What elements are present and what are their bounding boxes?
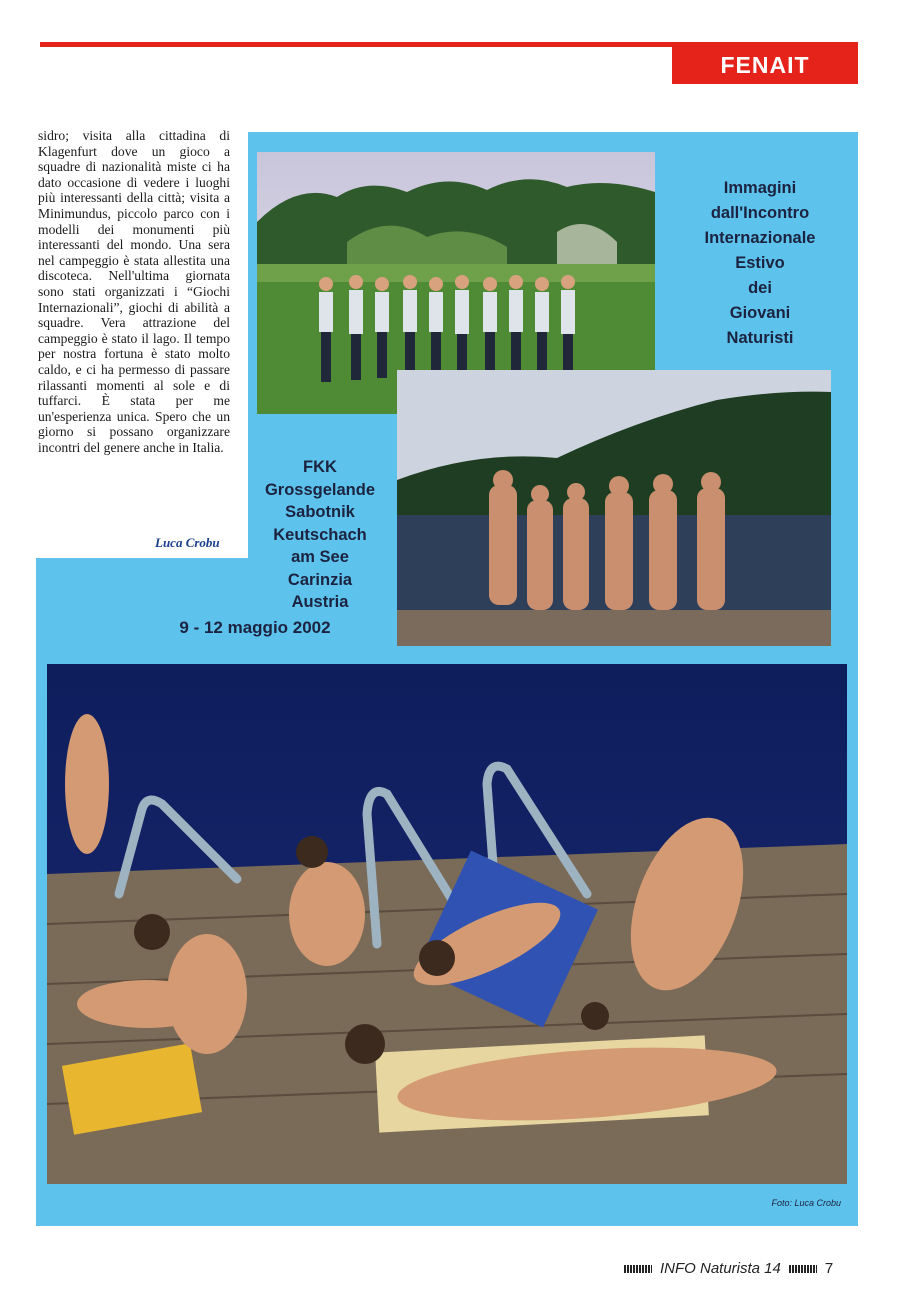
caption-location: FKK Grossgelande Sabotnik Keutschach am See Carinzia Austria <box>264 458 376 611</box>
publication-logo-icon <box>624 1265 652 1273</box>
publication-name: INFO Naturista 14 <box>660 1260 781 1277</box>
article-text: sidro; visita alla cittadina di Klagenfurt dove un gioco a squadre di nazionalità miste ci ha dato occasione di vedere i luoghi più interessanti della città; visita a Minimundus, piccolo parco con i modelli dei monumenti più interessanti del mondo. Una sera nel campeggio è stata allestita una discoteca. Nell'ultima giornata sono stati organizzati i “Giochi Internazionali”, giochi di abilità a squadre. Vera attrazione del campeggio è stato il lago. Il tempo per nostra fortuna è stato molto caldo, e ci ha permesso di passare rilassanti momenti al sole e di tuffarci. È stata per me un'esperienza unica. Spero che un giorno si possano organizzare incontri del genere anche in Italia. <box>38 128 230 455</box>
page-number: 7 <box>824 1260 834 1277</box>
caption-event-title: Immagini dall'Incontro Internazionale Estivo dei Giovani Naturisti <box>704 179 816 347</box>
section-tag: FENAIT <box>672 47 858 84</box>
page-footer <box>624 1260 833 1277</box>
photo-credit: Foto: Luca Crobu <box>771 1198 841 1208</box>
photo-lake-group <box>397 370 831 646</box>
article-author: Luca Crobu <box>155 535 220 550</box>
publication-logo-icon <box>789 1265 817 1273</box>
caption-date: 9 - 12 maggio 2002 <box>179 618 331 637</box>
photo-dock-sunbathing <box>47 664 847 1184</box>
